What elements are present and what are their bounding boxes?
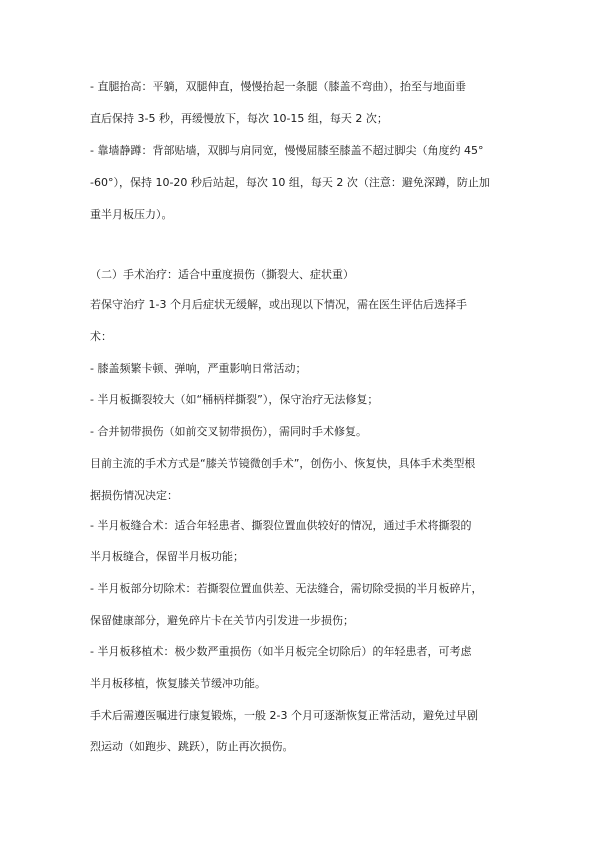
rehab-note-line-1: 手术后需遵医嘱进行康复锻炼，一般 2-3 个月可逐渐恢复正常活动，避免过早剧 <box>90 709 478 722</box>
transplant-item-line-2: 半月板移植，恢复膝关节缓冲功能。 <box>90 677 266 690</box>
exercise-straight-leg-raise-line-1: - 直腿抬高：平躺，双腿伸直，慢慢抬起一条腿（膝盖不弯曲），抬至与地面垂 <box>90 80 466 93</box>
resection-item-line-2: 保留健康部分，避免碎片卡在关节内引发进一步损伤； <box>90 614 354 627</box>
surgery-intro-line-2: 术： <box>90 330 112 343</box>
indication-item-2: - 半月板撕裂较大（如“桶柄样撕裂”），保守治疗无法修复； <box>90 393 379 406</box>
surgery-intro-line-1: 若保守治疗 1-3 个月后症状无缓解，或出现以下情况，需在医生评估后选择手 <box>90 298 467 311</box>
transplant-item-line-1: - 半月板移植术：极少数严重损伤（如半月板完全切除后）的年轻患者，可考虑 <box>90 645 472 658</box>
exercise-wall-squat-line-1: - 靠墙静蹲：背部贴墙，双脚与肩同宽，慢慢屈膝至膝盖不超过脚尖（角度约 45° <box>90 144 484 157</box>
suture-item-line-2: 半月板缝合，保留半月板功能； <box>90 550 244 563</box>
surgery-method-line-1: 目前主流的手术方式是“膝关节镜微创手术”，创伤小、恢复快，具体手术类型根 <box>90 457 476 470</box>
indication-item-1: - 膝盖频繁卡顿、弹响，严重影响日常活动； <box>90 362 307 375</box>
exercise-wall-squat-line-3: 重半月板压力）。 <box>90 208 173 221</box>
suture-item-line-1: - 半月板缝合术：适合年轻患者、撕裂位置血供较好的情况，通过手术将撕裂的 <box>90 519 472 532</box>
exercise-wall-squat-line-2: -60°），保持 10-20 秒后站起，每次 10 组，每天 2 次（注意：避免深蹲，防止加 <box>90 176 490 189</box>
rehab-note-line-2: 烈运动（如跑步、跳跃），防止再次损伤。 <box>90 740 294 753</box>
section-heading-surgery: （二）手术治疗：适合中重度损伤（撕裂大、症状重） <box>90 268 354 281</box>
resection-item-line-1: - 半月板部分切除术：若撕裂位置血供差、无法缝合，需切除受损的半月板碎片， <box>90 582 483 595</box>
indication-item-3: - 合并韧带损伤（如前交叉韧带损伤），需同时手术修复。 <box>90 425 367 438</box>
exercise-straight-leg-raise-line-2: 直后保持 3-5 秒，再缓慢放下，每次 10-15 组，每天 2 次； <box>90 112 388 125</box>
surgery-method-line-2: 据损伤情况决定： <box>90 489 178 502</box>
